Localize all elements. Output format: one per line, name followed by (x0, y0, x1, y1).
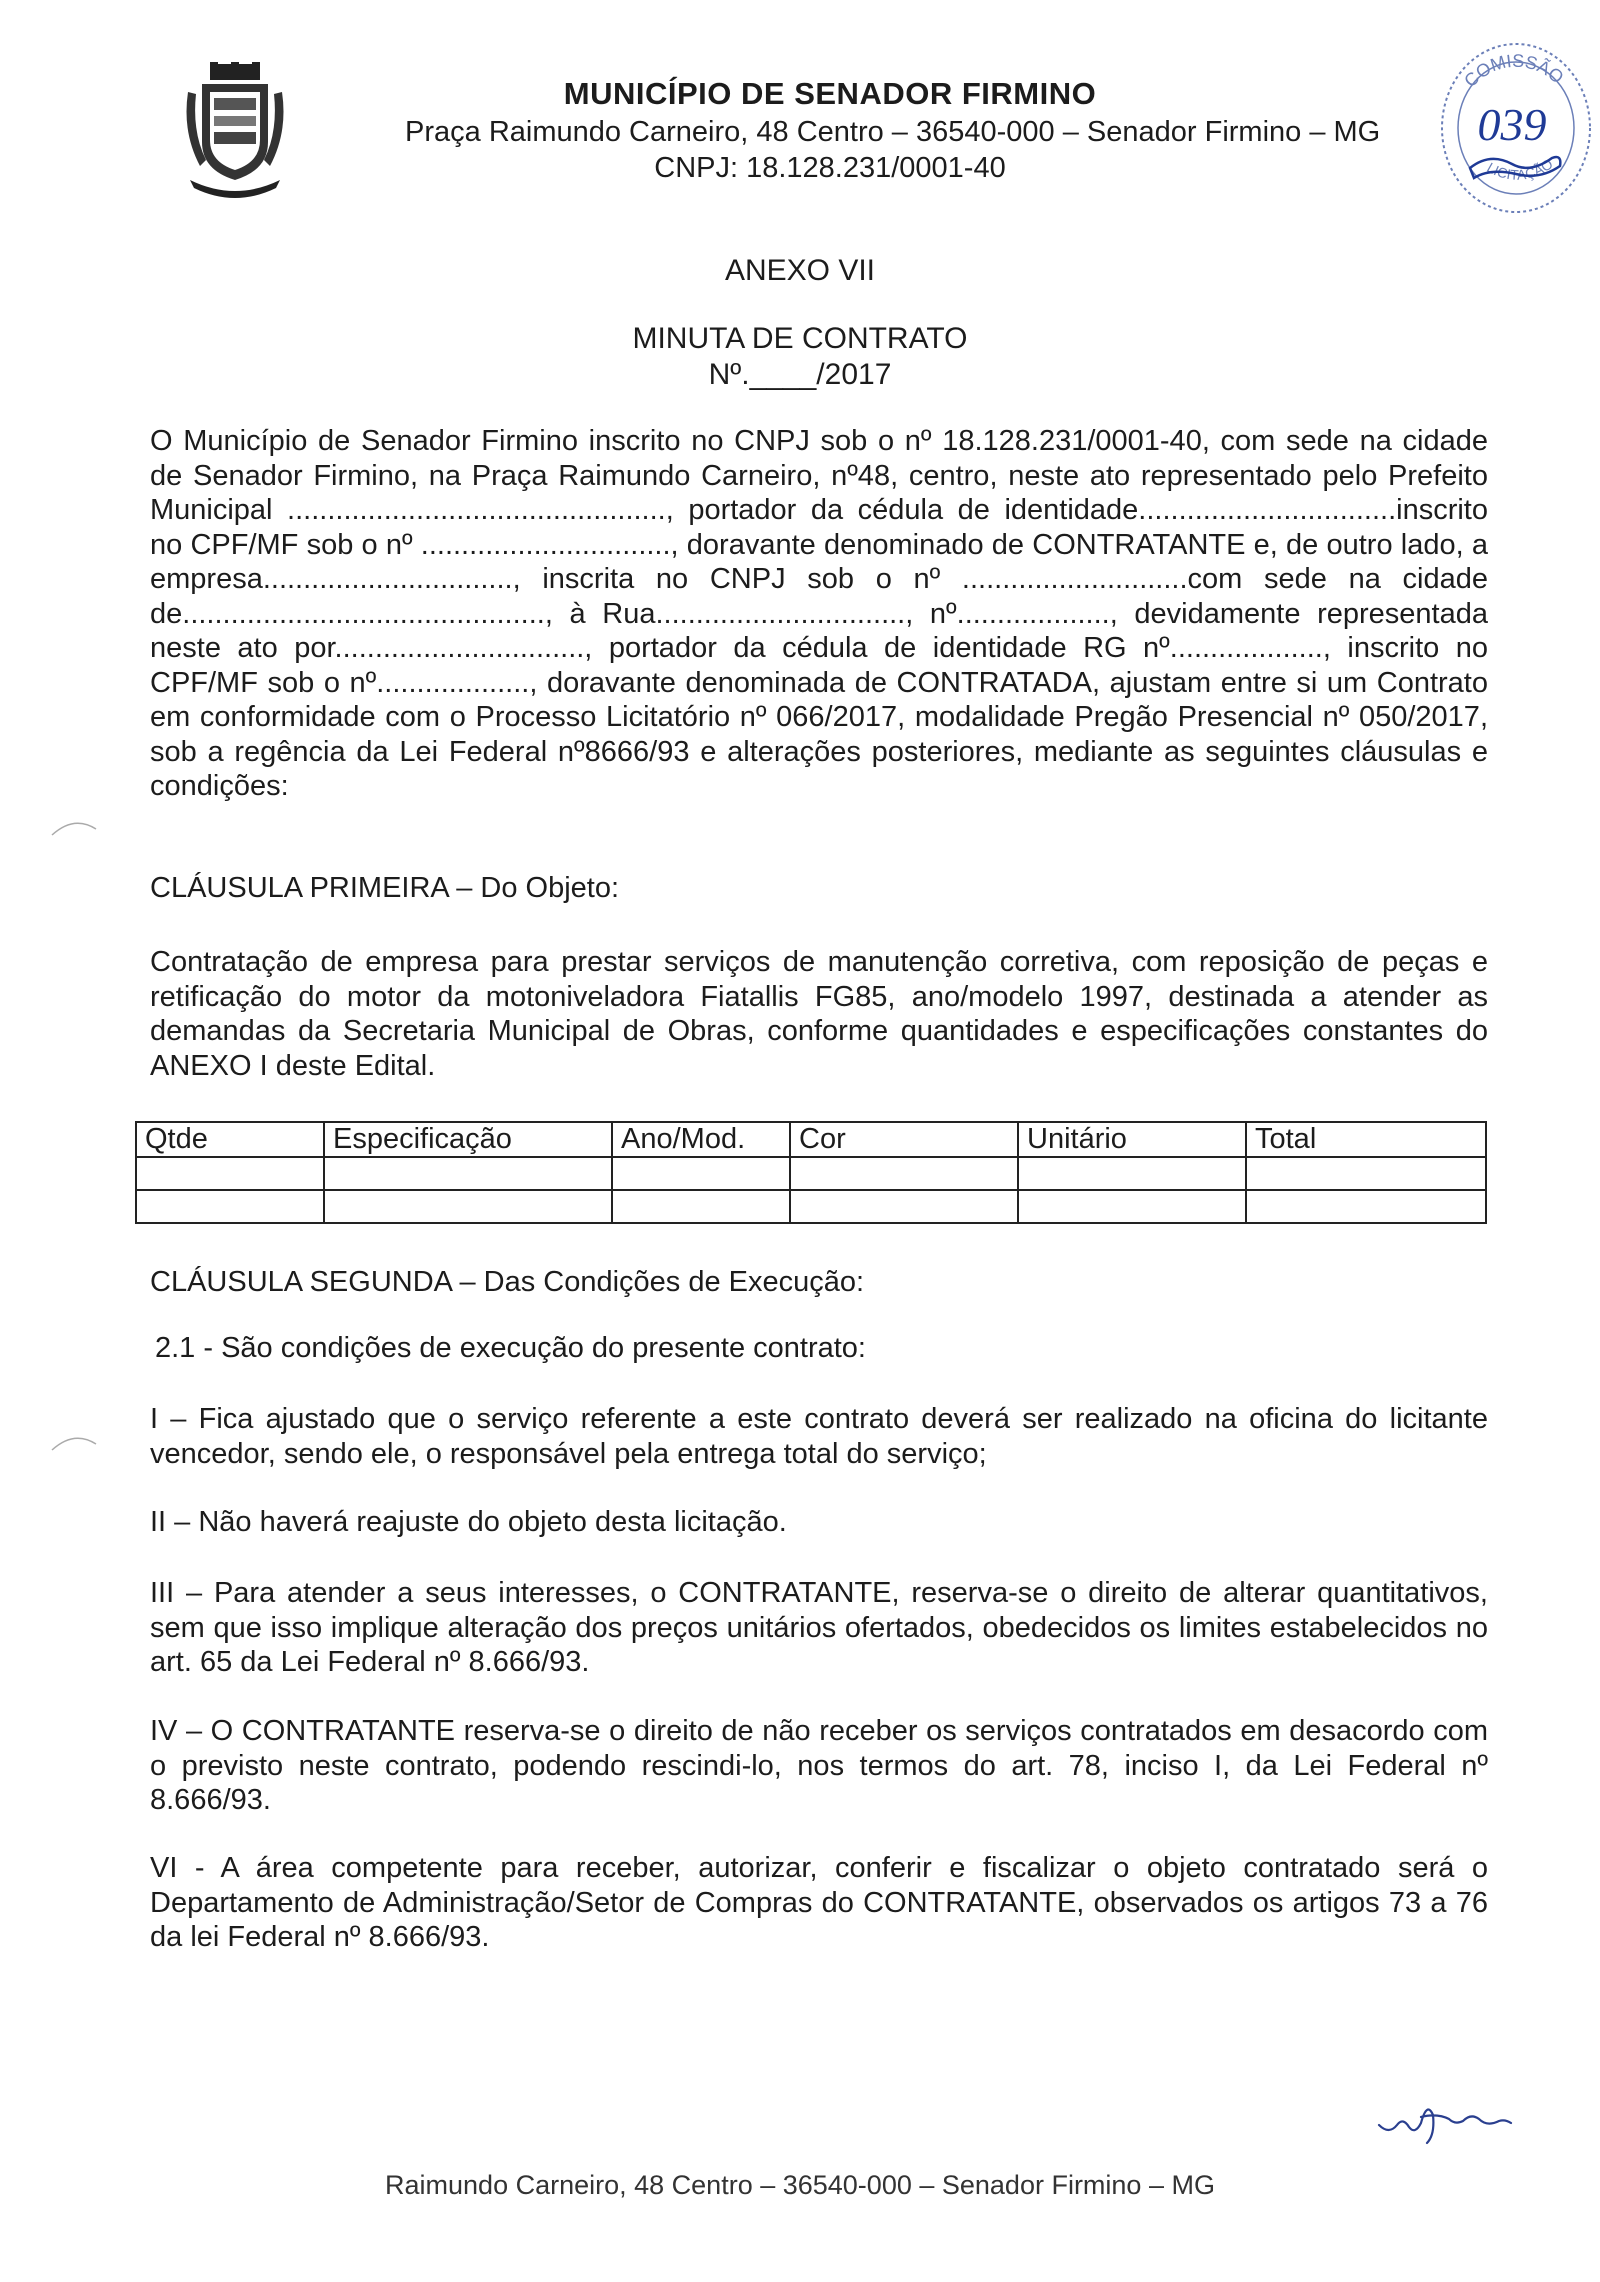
municipality-title: MUNICÍPIO DE SENADOR FIRMINO (563, 76, 1097, 111)
clause1-heading: CLÁUSULA PRIMEIRA – Do Objeto: (150, 872, 620, 904)
clause2-heading: CLÁUSULA SEGUNDA – Das Condições de Execução: (150, 1266, 865, 1298)
doc-title: MINUTA DE CONTRATO (632, 322, 968, 355)
svg-text:COMISSÃO (1460, 51, 1567, 91)
table-header: Especificação (324, 1122, 612, 1157)
table-header: Total (1246, 1122, 1486, 1157)
clause2-item: III – Para atender a seus interesses, o CONTRATANTE, reserva-se o direito de alterar quantitativos, sem que isso implique alteração dos preços unitários ofertados, obedecidos os limites estabelecidos no art. 65 da Lei Federal nº 8.666/93. (150, 1577, 1488, 1678)
table-row (136, 1190, 1486, 1223)
clause2-item: VI - A área competente para receber, autorizar, conferir e fiscalizar o objeto contratado será o Departamento de Administração/Setor de Compras do CONTRATANTE, observados os artigos 73 a 76 da lei Federal nº 8.666/93. (150, 1852, 1488, 1953)
table-header: Ano/Mod. (612, 1122, 790, 1157)
table-row (136, 1157, 1486, 1190)
items-table (135, 1121, 1487, 1224)
commission-stamp (1430, 28, 1598, 218)
margin-mark (50, 1430, 98, 1452)
annex-label: ANEXO VII (724, 254, 876, 287)
stamp-bottom-text: LICITAÇÃO (1484, 155, 1556, 183)
margin-mark (50, 815, 98, 837)
clause1-text: Contratação de empresa para prestar serviços de manutenção corretiva, com reposição de peças e retificação do motor da motoniveladora Fiatallis FG85, ano/modelo 1997, destinada a atender as demandas da Secretaria Municipal de Obras, conforme quantidades e especificações constantes do ANEXO I deste Edital. (150, 946, 1488, 1082)
table-header: Qtde (136, 1122, 324, 1157)
municipality-address: Praça Raimundo Carneiro, 48 Centro – 36540-000 – Senador Firmino – MG (405, 116, 1381, 148)
signature-initials (1375, 2095, 1515, 2145)
doc-number: Nº.____/2017 (708, 358, 892, 391)
intro-paragraph: O Município de Senador Firmino inscrito no CNPJ sob o nº 18.128.231/0001-40, com sede na cidade de Senador Firmino, na Praça Raimundo Carneiro, nº48, centro, neste ato representado pelo Prefeito Municipal ..............................................., portador da cédula de identidade................................inscrito no CPF/MF sob o nº ..............................., doravante denominado de CONTRATANTE e, de outro lado, a empresa..............................., inscrita no CNPJ sob o nº ............................com sede na cidade de............................................., à Rua..............................., nº..................., devidamente representada neste ato por..............................., portador da cédula de identidade RG nº..................., inscrito no CPF/MF sob o nº..................., doravante denominada de CONTRATADA, ajustam entre si um Contrato em conformidade com o Processo Licitatório nº 066/2017, modalidade Pregão Presencial nº 050/2017, sob a regência da Lei Federal nº8666/93 e alterações posteriores, mediante as seguintes cláusulas e condições: (150, 425, 1488, 802)
table-header-row (136, 1122, 1486, 1157)
table-header: Cor (790, 1122, 1018, 1157)
clause2-subheading: 2.1 - São condições de execução do presente contrato: (155, 1332, 866, 1364)
clause2-item: IV – O CONTRATANTE reserva-se o direito de não receber os serviços contratados em desacordo com o previsto neste contrato, podendo rescindi-lo, nos termos do art. 78, inciso I, da Lei Federal nº 8.666/93. (150, 1715, 1488, 1816)
stamp-top-text: COMISSÃO (1460, 50, 1568, 91)
stamp-number: 039 (1477, 99, 1547, 150)
municipality-cnpj: CNPJ: 18.128.231/0001-40 (654, 152, 1006, 184)
page-footer: Raimundo Carneiro, 48 Centro – 36540-000 – Senador Firmino – MG (385, 2170, 1215, 2200)
clause2-item: II – Não haverá reajuste do objeto desta licitação. (150, 1506, 787, 1538)
clause2-item: I – Fica ajustado que o serviço referente a este contrato deverá ser realizado na oficina do licitante vencedor, sendo ele, o responsável pela entrega total do serviço; (150, 1403, 1488, 1470)
table-header: Unitário (1018, 1122, 1246, 1157)
